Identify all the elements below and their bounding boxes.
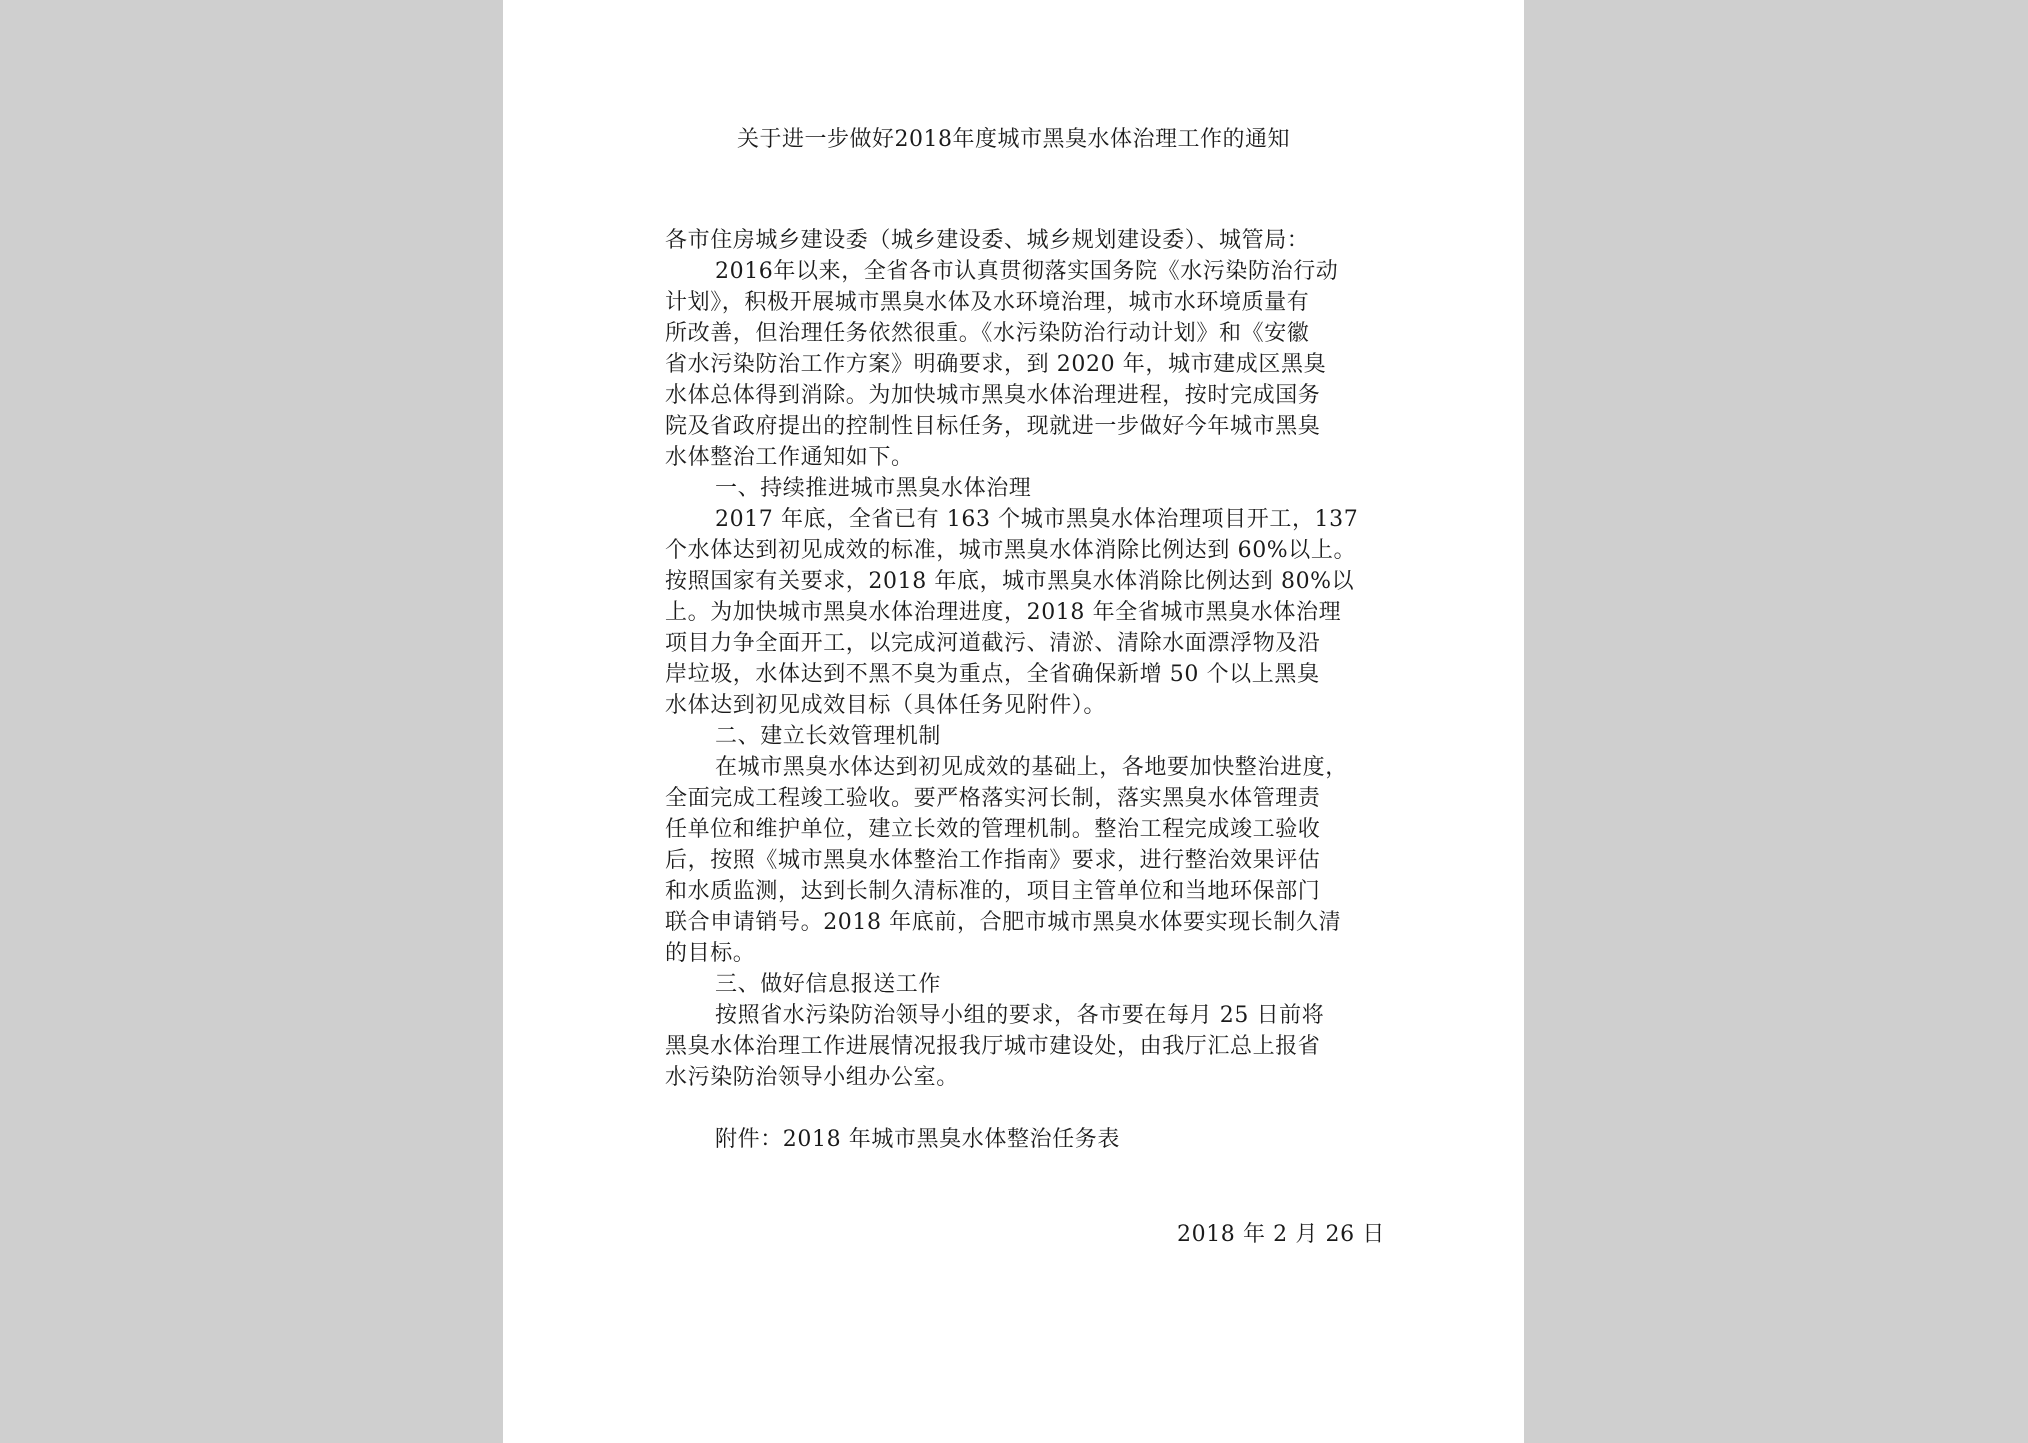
- body-line: 和水质监测，达到长制久清标准的，项目主管单位和当地环保部门: [665, 879, 1321, 904]
- document-title: 关于进一步做好2018年度城市黑臭水体治理工作的通知: [737, 127, 1290, 152]
- body-line: 岸垃圾，水体达到不黑不臭为重点，全省确保新增 50 个以上黑臭: [665, 662, 1320, 687]
- body-line: 联合申请销号。2018 年底前，合肥市城市黑臭水体要实现长制久清: [665, 910, 1342, 935]
- body-line: 水体总体得到消除。为加快城市黑臭水体治理进程，按时完成国务: [665, 383, 1321, 408]
- body-line: 计划》，积极开展城市黑臭水体及水环境治理，城市水环境质量有: [665, 290, 1310, 315]
- document-page: [503, 0, 1524, 1443]
- body-line: 2016年以来，全省各市认真贯彻落实国务院《水污染防治行动: [715, 259, 1339, 284]
- body-line: 2017 年底，全省已有 163 个城市黑臭水体治理项目开工，137: [715, 507, 1359, 532]
- body-line: 项目力争全面开工，以完成河道截污、清淤、清除水面漂浮物及沿: [665, 631, 1321, 656]
- body-line: 附件：2018 年城市黑臭水体整治任务表: [715, 1127, 1120, 1152]
- body-line: 水体达到初见成效目标（具体任务见附件）。: [665, 693, 1107, 718]
- body-line: 水污染防治领导小组办公室。: [665, 1065, 959, 1090]
- body-line: 黑臭水体治理工作进展情况报我厅城市建设处，由我厅汇总上报省: [665, 1034, 1321, 1059]
- body-line: 水体整治工作通知如下。: [665, 445, 914, 470]
- body-line: 三、做好信息报送工作: [715, 972, 942, 997]
- body-line: 按照国家有关要求，2018 年底，城市黑臭水体消除比例达到 80%以: [665, 569, 1355, 594]
- body-line: 上。为加快城市黑臭水体治理进度，2018 年全省城市黑臭水体治理: [665, 600, 1342, 625]
- document-body: [665, 225, 1380, 1155]
- body-line: 在城市黑臭水体达到初见成效的基础上，各地要加快整治进度，: [715, 755, 1348, 780]
- body-line: [665, 1093, 1380, 1124]
- document-date: 2018 年 2 月 26 日: [1177, 1222, 1385, 1247]
- body-line: 各市住房城乡建设委（城乡建设委、城乡规划建设委）、城管局：: [665, 228, 1310, 253]
- body-line: 个水体达到初见成效的标准，城市黑臭水体消除比例达到 60%以上。: [665, 538, 1357, 563]
- body-line: 所改善，但治理任务依然很重。《水污染防治行动计划》和《安徽: [665, 321, 1310, 346]
- body-line: 按照省水污染防治领导小组的要求，各市要在每月 25 日前将: [715, 1003, 1325, 1028]
- body-line: 任单位和维护单位，建立长效的管理机制。整治工程完成竣工验收: [665, 817, 1321, 842]
- body-line: 二、建立长效管理机制: [715, 724, 942, 749]
- body-line: 一、持续推进城市黑臭水体治理: [715, 476, 1032, 501]
- body-line: 院及省政府提出的控制性目标任务，现就进一步做好今年城市黑臭: [665, 414, 1321, 439]
- body-line: 后，按照《城市黑臭水体整治工作指南》要求，进行整治效果评估: [665, 848, 1321, 873]
- body-line: 的目标。: [665, 941, 756, 966]
- body-line: 全面完成工程竣工验收。要严格落实河长制，落实黑臭水体管理责: [665, 786, 1321, 811]
- body-line: 省水污染防治工作方案》明确要求，到 2020 年，城市建成区黑臭: [665, 352, 1327, 377]
